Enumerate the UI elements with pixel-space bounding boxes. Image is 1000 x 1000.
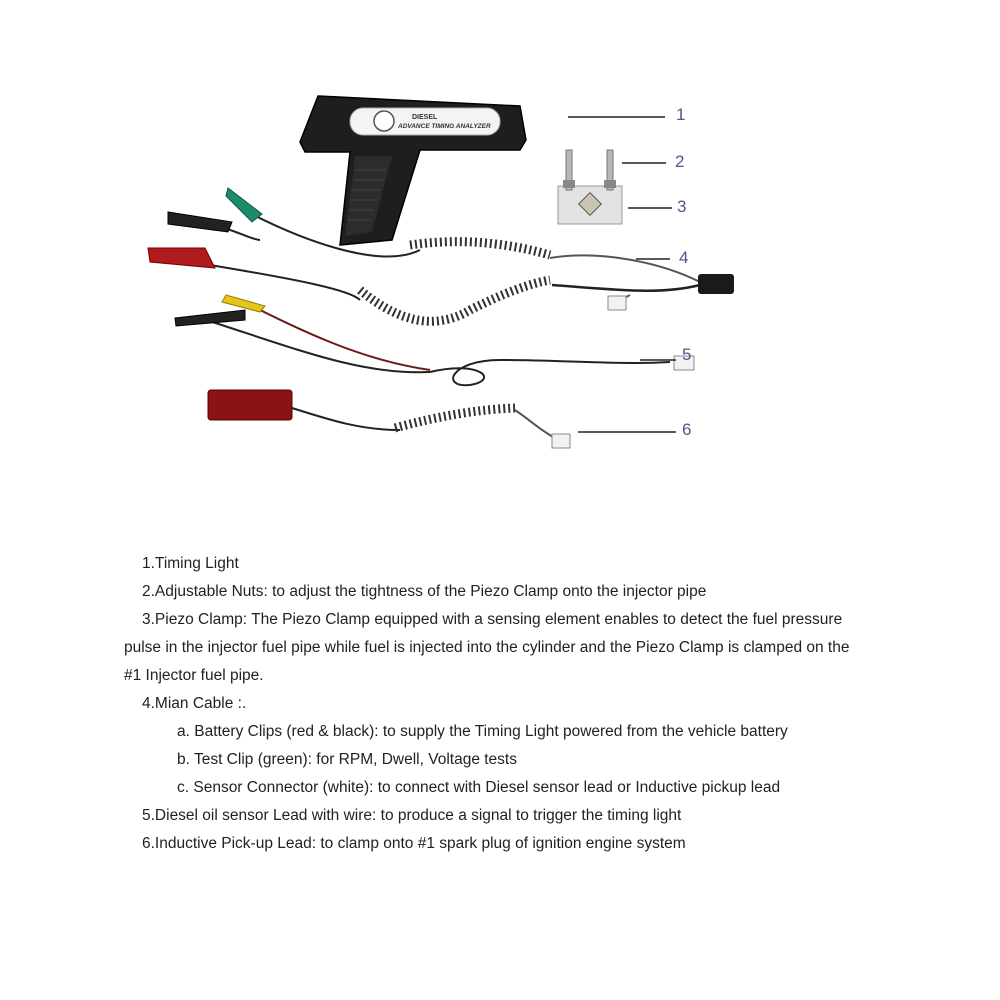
legend-item-3-line-2: pulse in the injector fuel pipe while fuel is injected into the cylinder and the Piezo Clamp is clamped on the (124, 639, 850, 656)
device-title-label: ADVANCE TIMING ANALYZER (398, 123, 491, 130)
legend-item-4b: b. Test Clip (green): for RPM, Dwell, Voltage tests (177, 751, 517, 768)
legend-item-3-line-1: 3.Piezo Clamp: The Piezo Clamp equipped with a sensing element enables to detect the fuel pressure (142, 611, 843, 628)
callout-1: 1 (676, 105, 686, 124)
device-brand-label: DIESEL (412, 114, 438, 121)
callout-3: 3 (677, 197, 687, 216)
legend-item-4c: c. Sensor Connector (white): to connect with Diesel sensor lead or Inductive pickup lead (177, 779, 781, 796)
legend-item-6: 6.Inductive Pick-up Lead: to clamp onto #1 spark plug of ignition engine system (142, 835, 686, 852)
timing-light (300, 96, 526, 245)
legend-item-2: 2.Adjustable Nuts: to adjust the tightness of the Piezo Clamp onto the injector pipe (142, 583, 707, 600)
red-battery-clip (148, 248, 215, 268)
legend-item-4: 4.Mian Cable :. (142, 695, 247, 712)
legend-item-1: 1.Timing Light (142, 555, 239, 572)
piezo-clamp (558, 150, 622, 224)
legend-item-5: 5.Diesel oil sensor Lead with wire: to produce a signal to trigger the timing light (142, 807, 682, 824)
legend-item-4a: a. Battery Clips (red & black): to supply the Timing Light powered from the vehicle battery (177, 723, 788, 740)
green-test-clip (226, 188, 262, 222)
callout-4: 4 (679, 248, 689, 267)
black-battery-clip (168, 212, 232, 232)
legend-item-3-line-3: #1 Injector fuel pipe. (124, 667, 264, 684)
callout-5: 5 (682, 345, 692, 364)
callout-2: 2 (675, 152, 685, 171)
inductive-pickup-lead (208, 390, 570, 448)
callout-6: 6 (682, 420, 692, 439)
callout-lines (568, 117, 676, 432)
